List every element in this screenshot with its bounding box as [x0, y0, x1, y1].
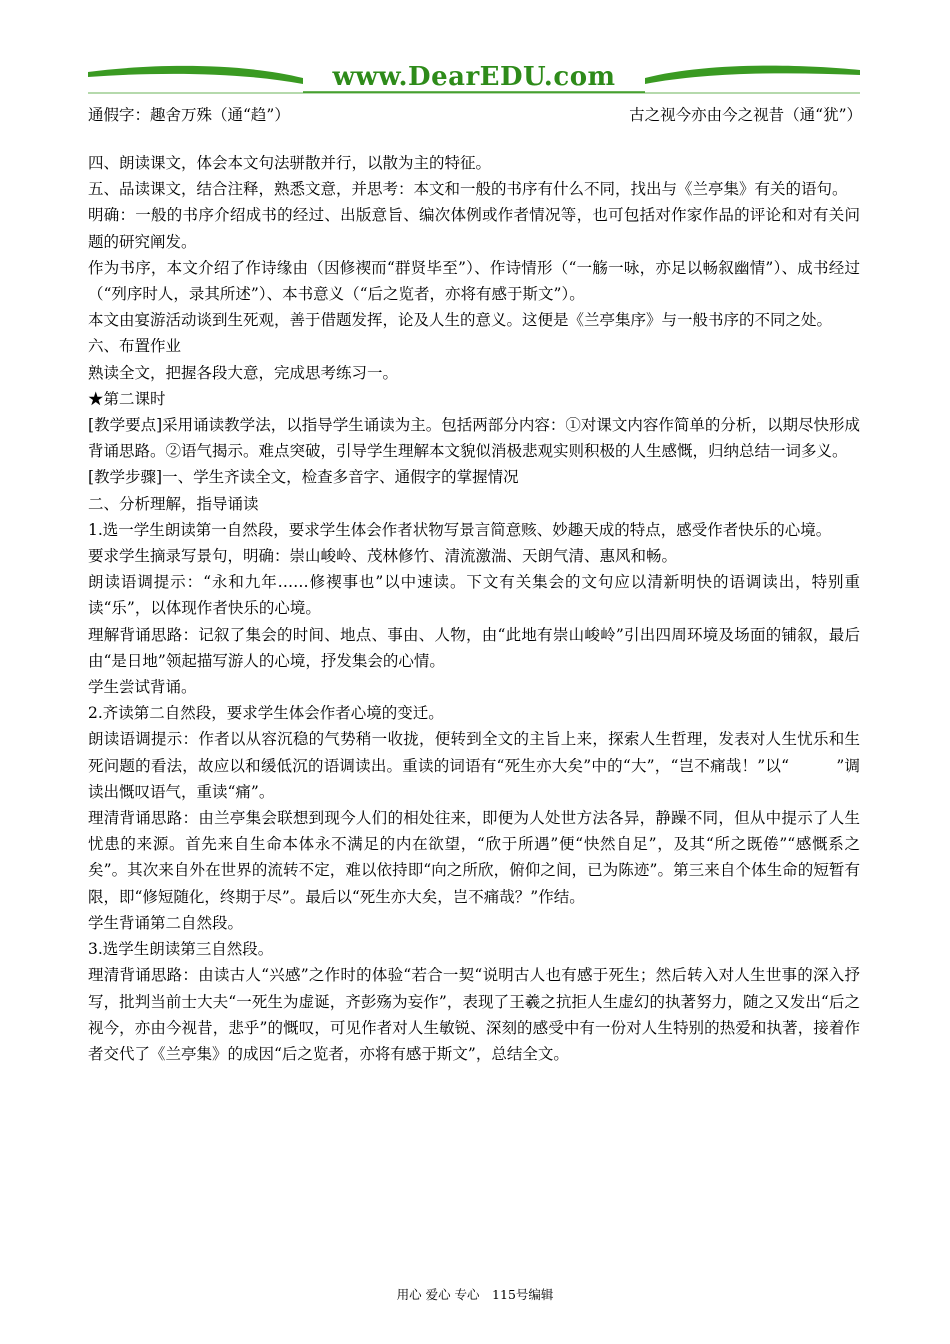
paragraph: 本文由宴游活动谈到生死观，善于借题发挥，论及人生的意义。这便是《兰亭集序》与一般书序的不同之处。 — [88, 311, 833, 330]
paragraph: [教学步骤]一、学生齐读全文，检查多音字、通假字的掌握情况 — [88, 468, 519, 487]
paragraph: 四、朗读课文，体会本文句法骈散并行，以散为主的特征。 — [88, 154, 492, 172]
site-logo[interactable]: www.DearEDU.com — [332, 62, 616, 92]
paragraph: 明确：一般的书序介绍成书的经过、出版意旨、编次体例或作者情况等，也可包括对作家作品的评论和对有关问题的研究阐发。 — [88, 206, 860, 251]
section-heading: 六、布置作业 — [88, 337, 182, 356]
tongjia-row — [88, 103, 862, 129]
page-footer: 用心 爱心 专心 115号编辑 — [396, 1287, 554, 1302]
tongjia-left: 通假字：趣舍万殊（通“趋”） — [88, 106, 290, 124]
paragraph: 理清背诵思路：由兰亭集会联想到现今人们的相处往来，即便为人处世方法各异，静躁不同，但从中提示了人生忧患的来源。首先来自生命本体永不满足的内在欲望，“欣于所遇”便“快然自足”，及其“所之既倦”“感慨系之矣”。其次来自外在世界的流转不定，难以依持即“向之所欣，俯仰之间，已为陈迹”。第三来自个体生命的短暂有限，即“修短随化，终期于尽”。最后以“死生亦大矣，岂不痛哉？”作结。 — [88, 809, 860, 906]
paragraph: [教学要点]采用诵读教学法，以指导学生诵读为主。包括两部分内容：①对课文内容作简单的分析，以期尽快形成背诵思路。②语气揭示。难点突破，引导学生理解本文貌似消极悲观实则积极的人生感慨，归纳总结一词多义。 — [88, 416, 860, 461]
paragraph: 3.选学生朗读第三自然段。 — [88, 940, 274, 959]
paragraph: 学生尝试背诵。 — [88, 678, 197, 697]
paragraph: 理解背诵思路：记叙了集会的时间、地点、事由、人物，由“此地有崇山峻岭”引出四周环境及场面的铺叙，最后由“是日地”领起描写游人的心境，抒发集会的心情。 — [88, 625, 860, 670]
section-heading: 二、分析理解，指导诵读 — [88, 494, 259, 513]
site-banner — [88, 58, 860, 98]
paragraph: 作为书序，本文介绍了作诗缘由（因修禊而“群贤毕至”）、作诗情形（“一觞一咏，亦足以畅叙幽情”）、成书经过（“列序时人，录其所述”）、本书意义（“后之览者，亦将有感于斯文”）。 — [88, 258, 860, 304]
paragraph: 要求学生摘录写景句，明确：崇山峻岭、茂林修竹、清流激湍、天朗气清、惠风和畅。 — [88, 547, 678, 566]
paragraph: 1.选一学生朗读第一自然段，要求学生体会作者状物写景言简意赅、妙趣天成的特点，感受作者快乐的心境。 — [88, 520, 832, 539]
paragraph: 朗读语调提示：“永和九年……修禊事也”以中速读。下文有关集会的文句应以清新明快的语调读出，特别重读“乐”，以体现作者快乐的心境。 — [88, 573, 860, 618]
main-content — [88, 150, 860, 1067]
paragraph: 朗读语调提示：作者以从容沉稳的气势稍一收拢，便转到全文的主旨上来，探索人生哲理，发表对人生忧乐和生死问题的看法，故应以和缓低沉的语调读出。重读的词语有“死生亦大矣”中的“大”，“岂不痛哉！”以“ ”调读出慨叹语气，重读“痛”。 — [88, 730, 860, 801]
paragraph: 熟读全文，把握各段大意，完成思考练习一。 — [88, 363, 399, 382]
paragraph: 五、品读课文，结合注释，熟悉文意，并思考：本文和一般的书序有什么不同，找出与《兰亭集》有关的语句。 — [88, 180, 848, 199]
tongjia-right: 古之视今亦由今之视昔（通“犹”） — [629, 106, 862, 124]
paragraph: 2.齐读第二自然段，要求学生体会作者心境的变迁。 — [88, 704, 444, 723]
paragraph: 学生背诵第二自然段。 — [88, 913, 244, 932]
section-heading: ★第二课时 — [88, 389, 166, 408]
paragraph: 理清背诵思路：由读古人“兴感”之作时的体验“若合一契“说明古人也有感于死生；然后转入对人生世事的深入抒写，批判当前士大夫“一死生为虚诞，齐彭殇为妄作”，表现了王羲之抗拒人生虚幻的执著努力，随之又发出“后之视今，亦由今视昔，悲乎”的慨叹，可见作者对人生敏锐、深刻的感受中有一份对人生特别的热爱和执著，接着作者交代了《兰亭集》的成因“后之览者，亦将有感于斯文”，总结全文。 — [88, 966, 860, 1063]
